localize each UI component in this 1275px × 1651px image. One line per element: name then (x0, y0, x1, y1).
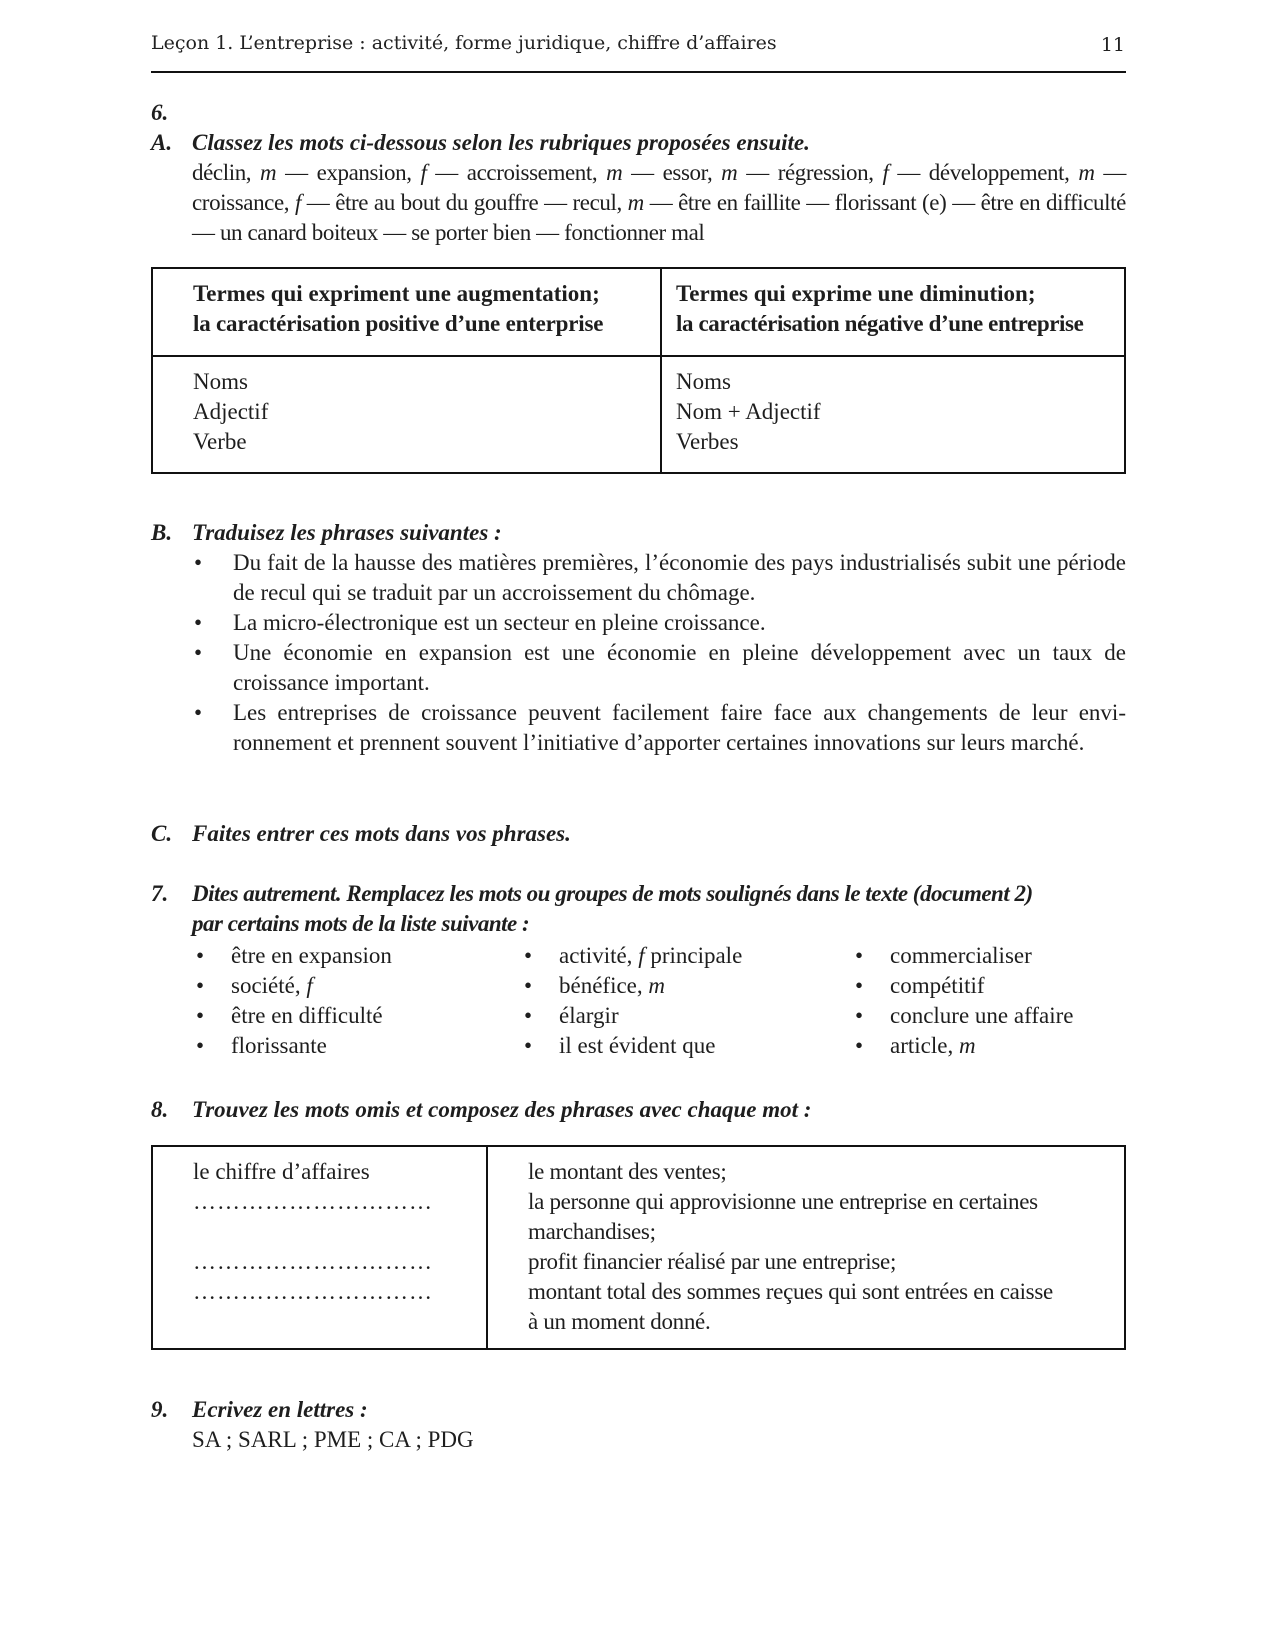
word: recul, m (572, 190, 644, 215)
word: se porter bien (411, 220, 531, 245)
exercise-6b-instruction: Traduisez les phrases suivantes : (192, 520, 502, 545)
list-item: • compétitif (853, 971, 1073, 1001)
col2-row: Nom + Adjectif (676, 399, 821, 424)
gender-marker: m (648, 973, 666, 998)
exercise-6c-instruction: Faites entrer ces mots dans vos phrases. (192, 821, 571, 846)
list-item: • conclure une affaire (853, 1001, 1073, 1031)
definition-line: marchandises; (528, 1219, 656, 1244)
blank-line: ………………………… (193, 1189, 433, 1214)
exercise-9-text: SA ; SARL ; PME ; CA ; PDG (192, 1427, 474, 1452)
header-title: Leçon 1. L’entreprise : activité, forme juridique, chiffre d’affaires (151, 32, 777, 54)
col2-row: Noms (676, 369, 731, 394)
gender-marker: f (306, 973, 313, 998)
terms-cell (153, 1147, 486, 1307)
col2-header-line: la caractérisation négative d’une entreprise (676, 311, 1084, 336)
col2-header (662, 269, 1124, 339)
list-item: • activité, f principale (522, 941, 742, 971)
blank-line: ………………………… (193, 1279, 433, 1304)
classification-table (151, 267, 1126, 474)
word: régression, f (777, 160, 889, 185)
list-item: • commercialiser (853, 941, 1073, 971)
word: croissance, f (192, 190, 301, 215)
word: accroissement, m (466, 160, 623, 185)
list-item: • élargir (522, 1001, 742, 1031)
word: être en difficulté (980, 190, 1126, 215)
col1-header-line: la caractérisation positive d’une enterprise (193, 311, 604, 336)
term: le chiffre d’affaires (193, 1159, 370, 1184)
col1-row: Verbe (193, 429, 247, 454)
exercise-6c-label: C. (151, 821, 173, 846)
word: être au bout du gouffre (335, 190, 539, 215)
word: déclin, m (192, 160, 277, 185)
blank-line: ………………………… (193, 1249, 433, 1274)
list-item: • Les entreprises de croissance peuvent facilement faire face aux changements de leur environnement et prennent souvent l’initiative d’apporter certaines innovations sur leurs marché. (192, 698, 1126, 758)
exercise-7-instruction (192, 879, 1126, 939)
instruction-line: par certains mots de la liste suivante : (192, 911, 530, 936)
col1-header (153, 269, 660, 339)
word: être en faillite (678, 190, 801, 215)
instruction-line: Dites autrement. Remplacez les mots ou groupes de mots soulignés dans le texte (document 2) (192, 881, 1033, 906)
definitions-table (151, 1145, 1126, 1350)
list-item: • article, m (853, 1031, 1073, 1061)
gender-marker: f (638, 943, 645, 968)
exercise-6b-label: B. (151, 520, 173, 545)
definitions-cell (488, 1147, 1124, 1337)
exercise-6a-label: A. (151, 130, 173, 155)
list-item: • il est évident que (522, 1031, 742, 1061)
list-item: • La micro-électronique est un secteur en pleine croissance. (192, 608, 1126, 638)
word: fonctionner mal (564, 220, 705, 245)
col1-row: Adjectif (193, 399, 269, 424)
definition-line: à un moment donné. (528, 1309, 711, 1334)
list-item: • être en difficulté (194, 1001, 392, 1031)
gender-marker: f (882, 160, 889, 185)
definition-line: profit financier réalisé par une entreprise; (528, 1249, 897, 1274)
word: essor, m (662, 160, 738, 185)
col1-body (153, 357, 660, 457)
word-list: déclin, m — expansion, f — accroissement, m — essor, m — régression, f — développement, m — croissance, f — être au bout du gouffre — recul, m — être en faillite — florissant (e) — être en difficulté — un canard boiteux — se porter bien — fonctionner mal (192, 160, 1126, 245)
gender-marker: m (606, 160, 623, 185)
list-item: • florissante (194, 1031, 392, 1061)
gender-marker: m (260, 160, 277, 185)
translation-list (192, 548, 1126, 758)
gender-marker: m (721, 160, 738, 185)
exercise-7-number: 7. (151, 881, 169, 906)
gender-marker: m (1078, 160, 1095, 185)
list-item: • société, f (194, 971, 392, 1001)
list-item: • être en expansion (194, 941, 392, 971)
definition-line: montant total des sommes reçues qui sont entrées en caisse (528, 1279, 1053, 1304)
exercise-9-instruction: Ecrivez en lettres : (192, 1397, 368, 1422)
definition-line: la personne qui approvisionne une entreprise en certaines (528, 1189, 1038, 1214)
page-header (151, 32, 1125, 54)
word: florissant (e) (834, 190, 947, 215)
col2-row: Verbes (676, 429, 739, 454)
list-item: • Une économie en expansion est une économie en pleine développement avec un taux de croissance important. (192, 638, 1126, 698)
page-number: 11 (1100, 34, 1125, 56)
exercise-9-number: 9. (151, 1397, 169, 1422)
exercise-6a-instruction: Classez les mots ci-dessous selon les rubriques proposées ensuite. (192, 130, 810, 155)
col2-body (662, 357, 1124, 457)
list-item: • bénéfice, m (522, 971, 742, 1001)
word-column-2 (522, 941, 742, 1061)
header-rule (151, 71, 1126, 73)
gender-marker: m (627, 190, 644, 215)
word: développement, m (928, 160, 1095, 185)
word: un canard boiteux (219, 220, 378, 245)
col1-row: Noms (193, 369, 248, 394)
word-column-1 (194, 941, 392, 1061)
exercise-6-number: 6. (151, 100, 169, 125)
gender-marker: f (420, 160, 427, 185)
word: expansion, f (316, 160, 427, 185)
word-column-3 (853, 941, 1073, 1061)
col1-header-line: Termes qui expriment une augmentation; (193, 281, 600, 306)
list-item: • Du fait de la hausse des matières premières, l’économie des pays industrialisés subit une période de recul qui se traduit par un accroissement du chômage. (192, 548, 1126, 608)
exercise-8-instruction: Trouvez les mots omis et composez des phrases avec chaque mot : (192, 1097, 812, 1122)
spacer (193, 1217, 486, 1247)
gender-marker: f (294, 190, 301, 215)
exercise-8-number: 8. (151, 1097, 169, 1122)
definition-line: le montant des ventes; (528, 1159, 727, 1184)
gender-marker: m (958, 1033, 976, 1058)
col2-header-line: Termes qui exprime une diminution; (676, 281, 1036, 306)
